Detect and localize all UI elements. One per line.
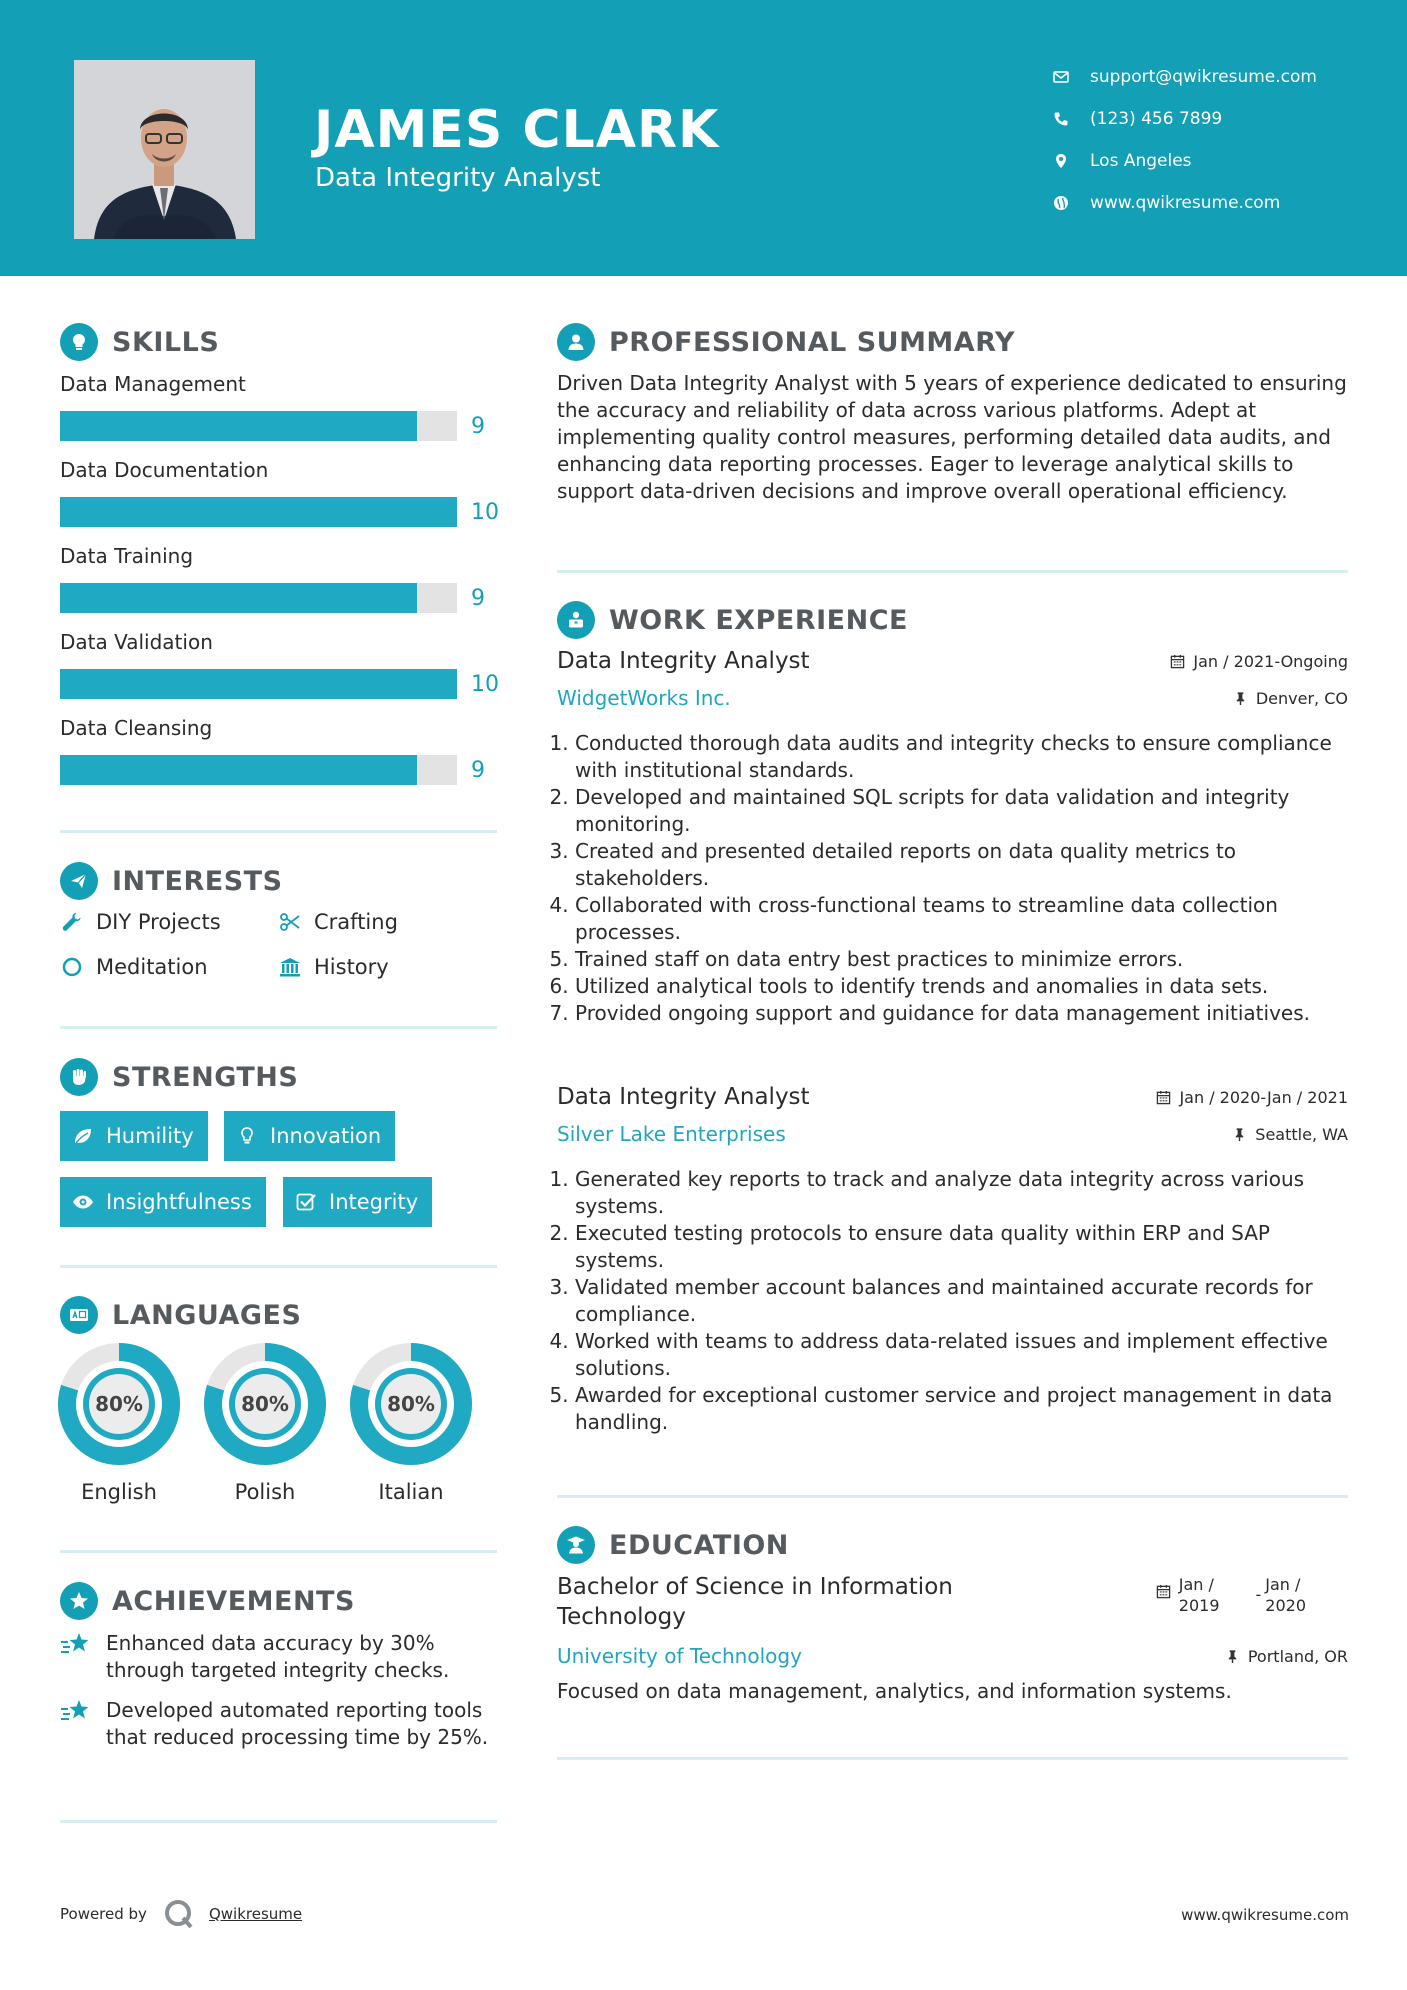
education-heading (557, 1526, 789, 1564)
skill-value: 10 (471, 499, 499, 525)
degree-line: Bachelor of Science in Information (557, 1574, 953, 1600)
skill-bar-fill (60, 411, 417, 441)
paper-plane-icon (60, 862, 98, 900)
interest-item (60, 910, 221, 934)
strength-label: Humility (106, 1124, 194, 1148)
job-date (1170, 652, 1348, 671)
skill-bar (60, 583, 457, 613)
section-divider (60, 830, 497, 833)
leaf-icon (72, 1125, 94, 1147)
graduate-icon (557, 1526, 595, 1564)
job-bullet: 5. Awarded for exceptional customer service and project management in data handling. (575, 1382, 1348, 1436)
skill-bar-fill (60, 583, 417, 613)
languages-title: LANGUAGES (112, 1299, 302, 1331)
strength-label: Innovation (270, 1124, 382, 1148)
contact-website-text: www.qwikresume.com (1090, 193, 1281, 213)
envelope-icon (1050, 66, 1072, 88)
language-name: Polish (234, 1480, 296, 1504)
interest-item (278, 955, 389, 979)
contact-email-text: support@qwikresume.com (1090, 67, 1317, 87)
company-name: WidgetWorks Inc. (557, 686, 731, 710)
job-location-text: Seattle, WA (1255, 1124, 1348, 1144)
pushpin-icon (1232, 1127, 1247, 1142)
job-bullet: 7. Provided ongoing support and guidance for data management initiatives. (575, 1000, 1348, 1027)
language-icon (60, 1296, 98, 1334)
qwikresume-logo-icon (163, 1898, 195, 1930)
contact-website[interactable] (1050, 182, 1380, 224)
education-start-month: Jan / (1178, 1575, 1214, 1594)
section-divider (60, 1550, 497, 1553)
job-bullets (557, 730, 1348, 1027)
interests-title: INTERESTS (112, 865, 283, 897)
section-divider (557, 1757, 1348, 1760)
contact-location-text: Los Angeles (1090, 151, 1192, 171)
candidate-title: Data Integrity Analyst (315, 163, 601, 193)
education-start-year: 2019 (1178, 1596, 1220, 1615)
job-date-text: Jan / 2020-Jan / 2021 (1179, 1087, 1348, 1107)
section-divider (60, 1265, 497, 1268)
language-name: English (81, 1480, 157, 1504)
circle-icon (60, 955, 84, 979)
interest-item (60, 955, 208, 979)
summary-text: Driven Data Integrity Analyst with 5 years of experience dedicated to ensuring the accuracy and reliability of data across various platforms. Adept at implementing quality control measures, performing detailed data audits, and enhancing data reporting processes. Eager to leverage analytical skills to support data-driven decisions and improve overall operational efficiency. (557, 371, 1347, 503)
contact-location (1050, 140, 1380, 182)
skill-bar (60, 755, 457, 785)
bank-icon (278, 955, 302, 979)
education-end-month: Jan / (1265, 1575, 1301, 1594)
person-portrait-icon (74, 60, 255, 239)
map-pin-icon (1050, 150, 1072, 172)
powered-by-label: Powered by (60, 1905, 147, 1923)
skill-item (60, 455, 500, 527)
job-title: Data Integrity Analyst (557, 1084, 810, 1110)
language-donut (349, 1342, 473, 1466)
interests-heading (60, 862, 283, 900)
skill-item (60, 369, 500, 441)
wrench-icon (60, 910, 84, 934)
star-badge-icon (60, 1582, 98, 1620)
contact-phone-text: (123) 456 7899 (1090, 109, 1223, 129)
skill-value: 9 (471, 413, 485, 439)
strength-badge (60, 1177, 266, 1227)
header-banner (0, 0, 1407, 276)
strength-label: Insightfulness (106, 1190, 252, 1214)
contact-email[interactable] (1050, 56, 1380, 98)
scissors-icon (278, 910, 302, 934)
experience-title: WORK EXPERIENCE (609, 604, 908, 636)
interest-label: DIY Projects (96, 910, 221, 934)
education-title: EDUCATION (609, 1529, 789, 1561)
achievements-heading (60, 1582, 355, 1620)
candidate-name: JAMES CLARK (314, 100, 720, 160)
school-name: University of Technology (557, 1644, 802, 1668)
job-bullet: 4. Collaborated with cross-functional teams to streamline data collection processes. (575, 892, 1348, 946)
education-end (1265, 1574, 1306, 1616)
language-percent: 80% (387, 1392, 435, 1416)
job-location (1233, 689, 1348, 708)
job-entry (557, 1084, 1348, 1436)
job-bullet: 3. Created and presented detailed reports on data quality metrics to stakeholders. (575, 838, 1348, 892)
skill-label: Data Management (60, 372, 246, 396)
footer-url[interactable]: www.qwikresume.com (1181, 1906, 1349, 1924)
contact-list (1050, 56, 1380, 224)
degree-line: Technology (557, 1604, 686, 1630)
skill-value: 10 (471, 671, 499, 697)
job-bullet: 1. Conducted thorough data audits and integrity checks to ensure compliance with institutional standards. (575, 730, 1348, 784)
shooting-star-icon (60, 1697, 92, 1727)
job-bullet: 2. Developed and maintained SQL scripts for data validation and integrity monitoring. (575, 784, 1348, 838)
skill-bar-fill (60, 497, 457, 527)
strengths-heading (60, 1058, 298, 1096)
job-bullet: 3. Validated member account balances and maintained accurate records for compliance. (575, 1274, 1348, 1328)
section-divider (60, 1820, 497, 1823)
interest-item (278, 910, 398, 934)
skill-bar (60, 669, 457, 699)
skill-label: Data Validation (60, 630, 213, 654)
job-bullet: 2. Executed testing protocols to ensure data quality within ERP and SAP systems. (575, 1220, 1348, 1274)
job-entry (557, 648, 1348, 1027)
skill-item (60, 713, 500, 785)
skill-bar (60, 411, 457, 441)
eye-icon (72, 1191, 94, 1213)
interest-label: History (314, 955, 389, 979)
summary-title: PROFESSIONAL SUMMARY (609, 326, 1016, 358)
skill-item (60, 627, 500, 699)
skill-bar (60, 497, 457, 527)
lightbulb-outline-icon (236, 1125, 258, 1147)
language-percent: 80% (241, 1392, 289, 1416)
language-percent: 80% (95, 1392, 143, 1416)
achievement-item (60, 1697, 500, 1751)
education-date (1156, 1574, 1306, 1616)
skill-bar-fill (60, 669, 457, 699)
interest-label: Meditation (96, 955, 208, 979)
fist-icon (60, 1058, 98, 1096)
education-description: Focused on data management, analytics, and information systems. (557, 1679, 1232, 1703)
achievement-text: Developed automated reporting tools that reduced processing time by 25%. (106, 1698, 489, 1749)
language-name: Italian (378, 1480, 444, 1504)
education-entry (557, 1572, 1348, 1705)
skill-label: Data Documentation (60, 458, 269, 482)
powered-by (60, 1898, 302, 1930)
language-item (203, 1342, 327, 1504)
pushpin-icon (1225, 1649, 1240, 1664)
briefcase-user-icon (557, 601, 595, 639)
section-divider (557, 570, 1348, 573)
qwikresume-link[interactable]: Qwikresume (208, 1905, 303, 1923)
languages-heading (60, 1296, 301, 1334)
strength-badge (224, 1111, 395, 1161)
skills-title: SKILLS (112, 326, 220, 358)
language-item (57, 1342, 181, 1504)
skill-item (60, 541, 500, 613)
job-bullet: 4. Worked with teams to address data-related issues and implement effective solutions. (575, 1328, 1348, 1382)
strengths-title: STRENGTHS (112, 1061, 299, 1093)
education-date-dash: - (1255, 1585, 1262, 1604)
job-location-text: Denver, CO (1255, 688, 1348, 708)
education-start (1179, 1574, 1220, 1616)
section-divider (557, 1495, 1348, 1498)
calendar-icon (1156, 1584, 1171, 1599)
user-icon (557, 323, 595, 361)
calendar-icon (1156, 1090, 1171, 1105)
skill-value: 9 (471, 585, 485, 611)
degree-title (557, 1572, 953, 1632)
profile-photo (74, 60, 255, 239)
checkbox-icon (295, 1191, 317, 1213)
strength-label: Integrity (329, 1190, 419, 1214)
summary-heading (557, 323, 1015, 361)
language-donut (57, 1342, 181, 1466)
achievement-item (60, 1630, 500, 1684)
lightbulb-icon (60, 323, 98, 361)
strength-badge (283, 1177, 432, 1227)
experience-heading (557, 601, 908, 639)
skill-value: 9 (471, 757, 485, 783)
education-location-text: Portland, OR (1247, 1646, 1348, 1666)
language-item (349, 1342, 473, 1504)
skill-label: Data Training (60, 544, 194, 568)
skill-bar-fill (60, 755, 417, 785)
job-bullet: 6. Utilized analytical tools to identify trends and anomalies in data sets. (575, 973, 1348, 1000)
language-donut (203, 1342, 327, 1466)
calendar-icon (1170, 654, 1185, 669)
phone-icon (1050, 108, 1072, 130)
section-divider (60, 1026, 497, 1029)
job-bullet: 5. Trained staff on data entry best practices to minimize errors. (575, 946, 1348, 973)
education-location (1225, 1647, 1348, 1666)
shooting-star-icon (60, 1630, 92, 1660)
contact-phone[interactable] (1050, 98, 1380, 140)
skills-heading (60, 323, 219, 361)
job-bullet: 1. Generated key reports to track and analyze data integrity across various systems. (575, 1166, 1348, 1220)
strength-badge (60, 1111, 208, 1161)
company-name: Silver Lake Enterprises (557, 1122, 786, 1146)
job-title: Data Integrity Analyst (557, 648, 810, 674)
globe-icon (1050, 192, 1072, 214)
interest-label: Crafting (314, 910, 398, 934)
job-bullets (557, 1166, 1348, 1436)
education-end-year: 2020 (1265, 1596, 1306, 1615)
job-location (1232, 1125, 1348, 1144)
job-date (1156, 1088, 1348, 1107)
achievement-text: Enhanced data accuracy by 30% through targeted integrity checks. (106, 1631, 450, 1682)
job-date-text: Jan / 2021-Ongoing (1193, 651, 1348, 671)
achievements-title: ACHIEVEMENTS (112, 1585, 355, 1617)
skill-label: Data Cleansing (60, 716, 213, 740)
pushpin-icon (1233, 691, 1248, 706)
